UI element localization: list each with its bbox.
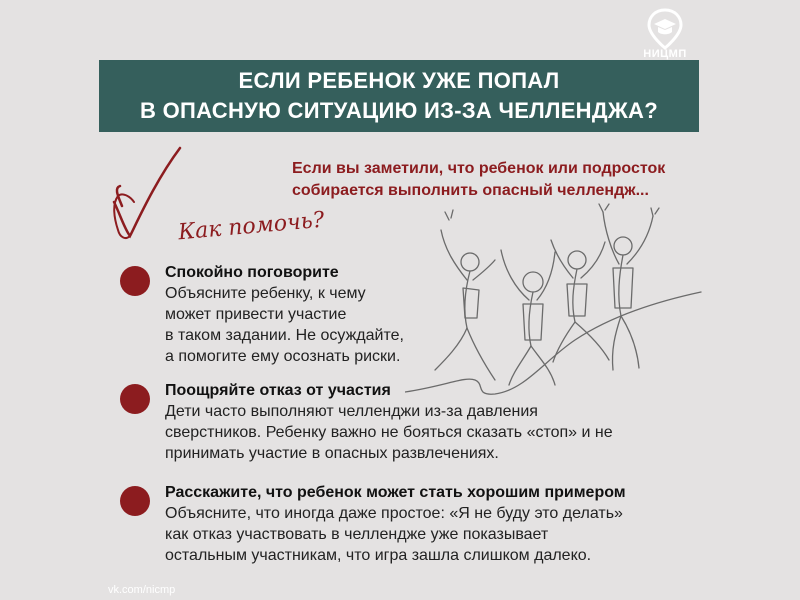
intro-line-1: Если вы заметили, что ребенок или подросток xyxy=(292,160,666,177)
tip-text-line: а помогите ему осознать риски. xyxy=(165,348,401,365)
tip-text xyxy=(165,283,404,367)
tip-text-line: в таком задании. Не осуждайте, xyxy=(165,327,404,344)
nicmp-logo xyxy=(636,8,694,60)
title-line-2: В ОПАСНУЮ СИТУАЦИЮ ИЗ-ЗА ЧЕЛЛЕНДЖА? xyxy=(140,98,658,123)
tip-text xyxy=(165,401,613,464)
tip-text-line: сверстников. Ребенку важно не бояться сказать «стоп» и не xyxy=(165,424,613,441)
tip-text xyxy=(165,503,623,566)
tip-text-line: может привести участие xyxy=(165,306,347,323)
graduation-cap-pin-icon xyxy=(636,8,694,50)
bullet-dot xyxy=(120,266,150,296)
tip-text-line: Дети часто выполняют челленджи из-за давления xyxy=(165,403,538,420)
tip-title: Расскажите, что ребенок может стать хорошим примером xyxy=(165,484,626,501)
tip-text-line: Объясните ребенку, к чему xyxy=(165,285,366,302)
tip-text-line: принимать участие в опасных развлечениях. xyxy=(165,445,499,462)
bullet-dot xyxy=(120,384,150,414)
tip-title: Поощряйте отказ от участия xyxy=(165,382,391,399)
title-line-1: ЕСЛИ РЕБЕНОК УЖЕ ПОПАЛ xyxy=(238,68,560,93)
tip-text-line: Объясните, что иногда даже простое: «Я не буду это делать» xyxy=(165,505,623,522)
tip-text-line: остальным участникам, что игра зашла слишком далеко. xyxy=(165,547,592,564)
intro-text xyxy=(292,158,712,202)
intro-line-2: собирается выполнить опасный челлендж... xyxy=(292,182,649,199)
logo-text: НИЦМП xyxy=(643,48,687,60)
tip-title: Спокойно поговорите xyxy=(165,264,339,281)
jumping-children-illustration xyxy=(405,200,705,400)
source-link[interactable]: vk.com/nicmp xyxy=(108,584,176,596)
how-to-help-heading: Как помочь? xyxy=(177,207,326,246)
bullet-dot xyxy=(120,486,150,516)
tip-text-line: как отказ участвовать в челлендже уже показывает xyxy=(165,526,549,543)
title-banner xyxy=(99,60,699,132)
